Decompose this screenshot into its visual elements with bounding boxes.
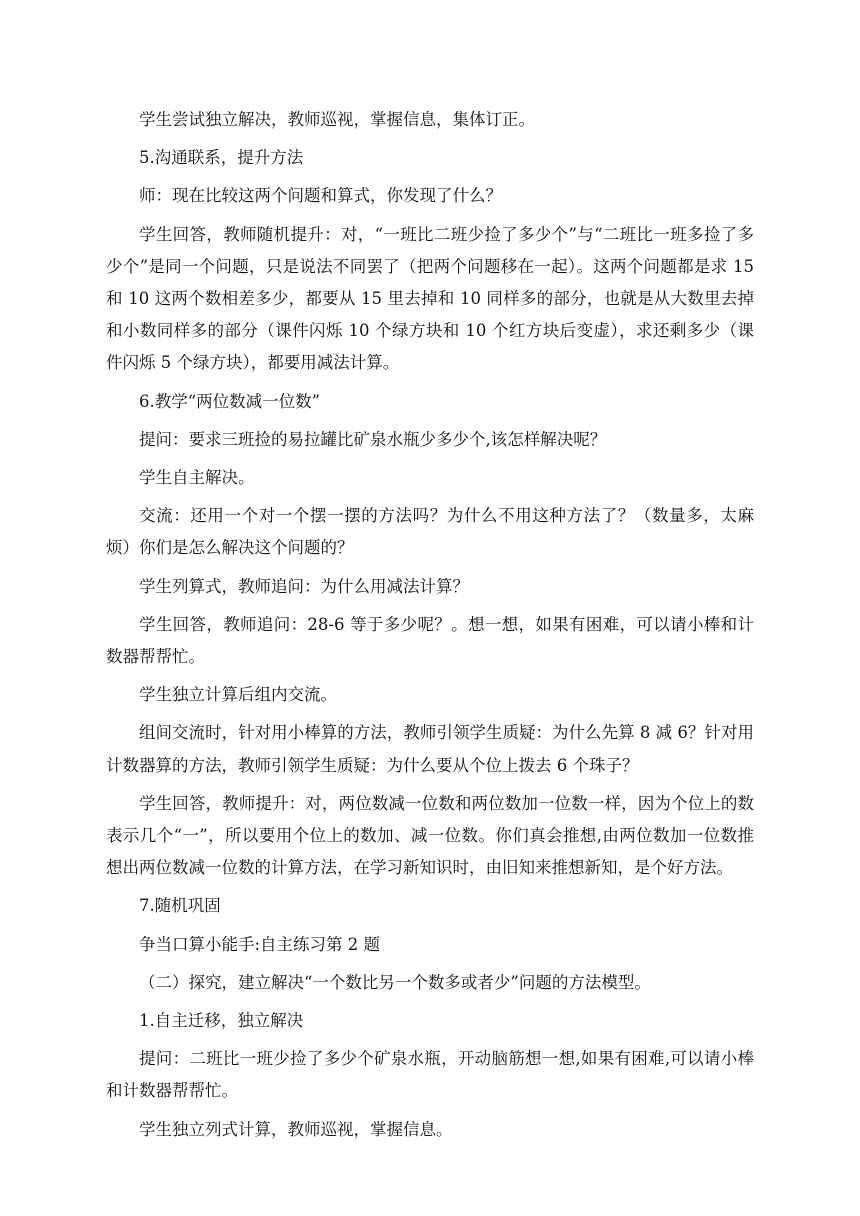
paragraph: 提问：要求三班捡的易拉罐比矿泉水瓶少多少个,该怎样解决呢？ [139,429,607,449]
paragraph: 学生自主解决。 [139,468,255,488]
paragraph: 学生尝试独立解决，教师巡视，掌握信息，集体订正。 [139,110,535,129]
paragraph: 学生独立列式计算，教师巡视，掌握信息。 [139,1119,453,1139]
section-heading: 1.自主迁移，独立解决 [139,1011,304,1031]
paragraph: 学生回答，教师提升：对，两位数减一位数和两位数加一位数一样，因为个位上的数表示几个“一”，所以要用个位上的数加、减一位数。你们真会推想,由两位数加一位数推想出两位数减一位数的计算方法，在学习新知识时，由旧知来推想新知，是个好方法。 [106,793,754,878]
paragraph: 提问：二班比一班少捡了多少个矿泉水瓶，开动脑筋想一想,如果有困难,可以请小棒和计数器帮帮忙。 [106,1049,754,1101]
section-heading: （二）探究，建立解决“一个数比另一个数多或者少”问题的方法模型。 [139,972,651,992]
document-body [106,104,754,1146]
section-heading: 5.沟通联系，提升方法 [139,148,304,168]
paragraph: 师：现在比较这两个问题和算式，你发现了什么？ [139,186,502,206]
paragraph: 交流：还用一个对一个摆一摆的方法吗？为什么不用这种方法了？（数量多，太麻烦）你们是怎么解决这个问题的？ [106,506,754,558]
paragraph: 争当口算小能手:自主练习第 2 题 [139,934,381,954]
paragraph: 学生列算式，教师追问：为什么用减法计算？ [139,576,469,596]
paragraph: 学生回答，教师随机提升：对，“一班比二班少捡了多少个”与“二班比一班多捡了多少个”是同一个问题，只是说法不同罢了（把两个问题移在一起）。这两个问题都是求 15 和 10 这两个数相差多少，都要从 15 里去掉和 10 同样多的部分，也就是从大数里去掉和小数同样多的部分（课件闪烁 10 个绿方块和 10 个红方块后变虚），求还剩多少（课件闪烁 5 个绿方块），都要用减法计算。 [106,224,754,373]
paragraph: 学生独立计算后组内交流。 [139,685,337,705]
paragraph: 学生回答，教师追问：28-6 等于多少呢？。想一想，如果有困难，可以请小棒和计数器帮帮忙。 [106,614,754,667]
section-heading: 7.随机巩固 [139,896,221,916]
section-heading: 6.教学“两位数减一位数” [139,391,321,411]
paragraph: 组间交流时，针对用小棒算的方法，教师引领学生质疑：为什么先算 8 减 6？针对用计数器算的方法，教师引领学生质疑：为什么要从个位上拨去 6 个珠子？ [106,723,754,775]
